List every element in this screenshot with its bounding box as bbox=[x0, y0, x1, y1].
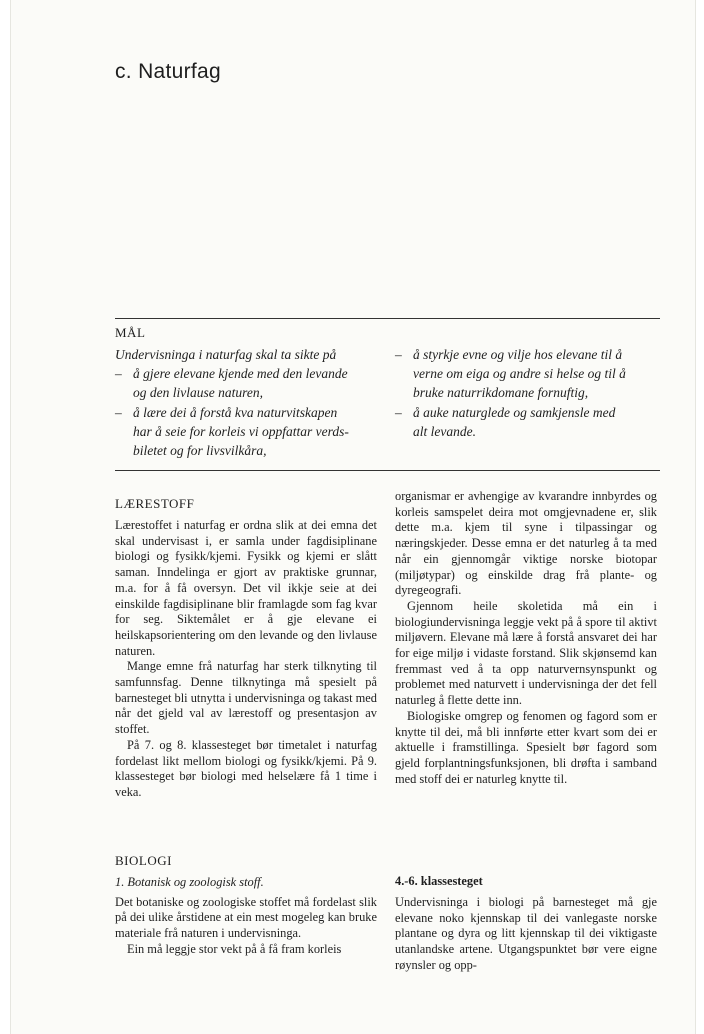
mal-item bbox=[395, 345, 660, 403]
laerestoff-paragraph-3: På 7. og 8. klassesteget bør timetalet i naturfag fordelast likt mellom biologi og fysikk/kjemi. På 9. klassesteget bør biologi med helselære få 1 time i veka. bbox=[115, 737, 377, 799]
laerestoff-section bbox=[115, 496, 377, 801]
biologi-paragraph-2: Ein må leggje stor vekt på å få fram korleis bbox=[127, 941, 342, 956]
mal-item-line: bruke naturrikdomane fornuftig, bbox=[413, 385, 589, 401]
mal-item-line: alt levande. bbox=[413, 423, 476, 439]
right-column-text bbox=[395, 489, 657, 787]
klassesteget-heading: 4.-6. klassesteget bbox=[395, 874, 483, 888]
chapter-title: c. Naturfag bbox=[115, 60, 222, 83]
right-paragraph-2: Gjennom heile skoletida må ein i biologiundervisninga leggje vekt på å spore til aktivt miljøvern. Elevane må lære å forstå ansvaret dei har for eige miljø i vidaste forstand. Slik skjønsemd kan fremmast ved å ta opp naturvernsynspunkt og problemet med naturvett i undervisninga der det fell naturleg å flette dette inn. bbox=[395, 598, 657, 708]
biologi-heading: BIOLOGI bbox=[115, 853, 172, 868]
laerestoff-paragraph-1: Lærestoffet i naturfag er ordna slik at dei emna det skal undervisast i, er samla under fagdisiplinane biologi og fysikk/kjemi. Fysikk og kjemi er slått saman. Inndelinga er gjort av praktiske grunnar, m.a. for å få oversyn. Det vil ikkje seie at dei einskilde fagdisiplinane blir framlagde som fag kvar for seg. Siktemålet er å gje elevane ei heilskapsorientering om den levande og den livlause naturen. bbox=[115, 518, 377, 658]
klassesteget-paragraph-1: Undervisninga i biologi på barnesteget må gje elevane noko kjennskap til dei vanlegaste norske plantane og dyra og litt kjennskap til dei viktigaste utanlandske artene. Utgangspunktet bør vere eigne røynsler og opp- bbox=[395, 895, 657, 972]
mal-right-column bbox=[395, 345, 660, 441]
mal-item bbox=[115, 403, 380, 461]
dash-mark: – bbox=[395, 347, 402, 362]
right-paragraph-1: organismar er avhengige av kvarandre innbyrdes og korleis samspelet deira mot omgjevnadene er, slik dette m.a. kjem til syne i tilpassingar og næringskjeder. Desse emna er det naturleg å ta med når ein gjennomgår viktige norske biotopar (miljøtypar) og einskilde drag frå plante- og dyregeografi. bbox=[395, 489, 657, 598]
mal-item-line: å gjere elevane kjende med den levande bbox=[133, 366, 348, 382]
mal-item-line: å auke naturglede og samkjensle med bbox=[413, 404, 616, 420]
mal-item-line: og den livlause naturen, bbox=[133, 385, 263, 401]
right-paragraph-3: Biologiske omgrep og fenomen og fagord som er knytte til dei, må bli innførte etter kvart som dei er aktuelle i framstillinga. Spesielt bør fagord som gjeld forplantningsfunksjonen, bli drøfta i samband med stoff dei er naturleg knytte til. bbox=[395, 708, 657, 786]
dash-mark: – bbox=[115, 404, 122, 420]
mal-item-line: å styrkje evne og vilje hos elevane til å bbox=[413, 347, 623, 362]
dash-mark: – bbox=[115, 366, 122, 382]
klassesteget-section bbox=[395, 874, 657, 974]
mal-item-line: har å seie for korleis vi oppfattar verds- bbox=[133, 423, 349, 439]
bottom-divider bbox=[115, 470, 660, 471]
dash-mark: – bbox=[395, 404, 402, 420]
page bbox=[10, 0, 696, 1034]
laerestoff-heading: LÆRESTOFF bbox=[115, 496, 195, 511]
biologi-paragraph-1: Det botaniske og zoologiske stoffet må fordelast slik på dei ulike årstidene at ein mest mogeleg kan bruke materiale frå naturen i undervisninga. bbox=[115, 894, 377, 941]
mal-item bbox=[395, 403, 660, 441]
biologi-section bbox=[115, 853, 377, 958]
mal-item-line: biletet og for livsvilkåra, bbox=[133, 443, 267, 459]
biologi-subheading: 1. Botanisk og zoologisk stoff. bbox=[115, 875, 264, 889]
mal-intro: Undervisninga i naturfag skal ta sikte på bbox=[115, 347, 337, 362]
top-divider bbox=[115, 318, 660, 319]
mal-item-line: å lære dei å forstå kva naturvitskapen bbox=[133, 404, 338, 420]
laerestoff-paragraph-2: Mange emne frå naturfag har sterk tilknyting til samfunnsfag. Denne tilknytinga må spesielt på barnesteget bli utnytta i undervisninga og takast med når det gjeld val av lærestoff og presentasjon av stoffet. bbox=[115, 659, 377, 737]
mal-heading: MÅL bbox=[115, 325, 146, 340]
mal-left-column bbox=[115, 345, 380, 460]
mal-item-line: verne om eiga og andre si helse og til å bbox=[413, 366, 626, 382]
mal-item bbox=[115, 364, 380, 402]
